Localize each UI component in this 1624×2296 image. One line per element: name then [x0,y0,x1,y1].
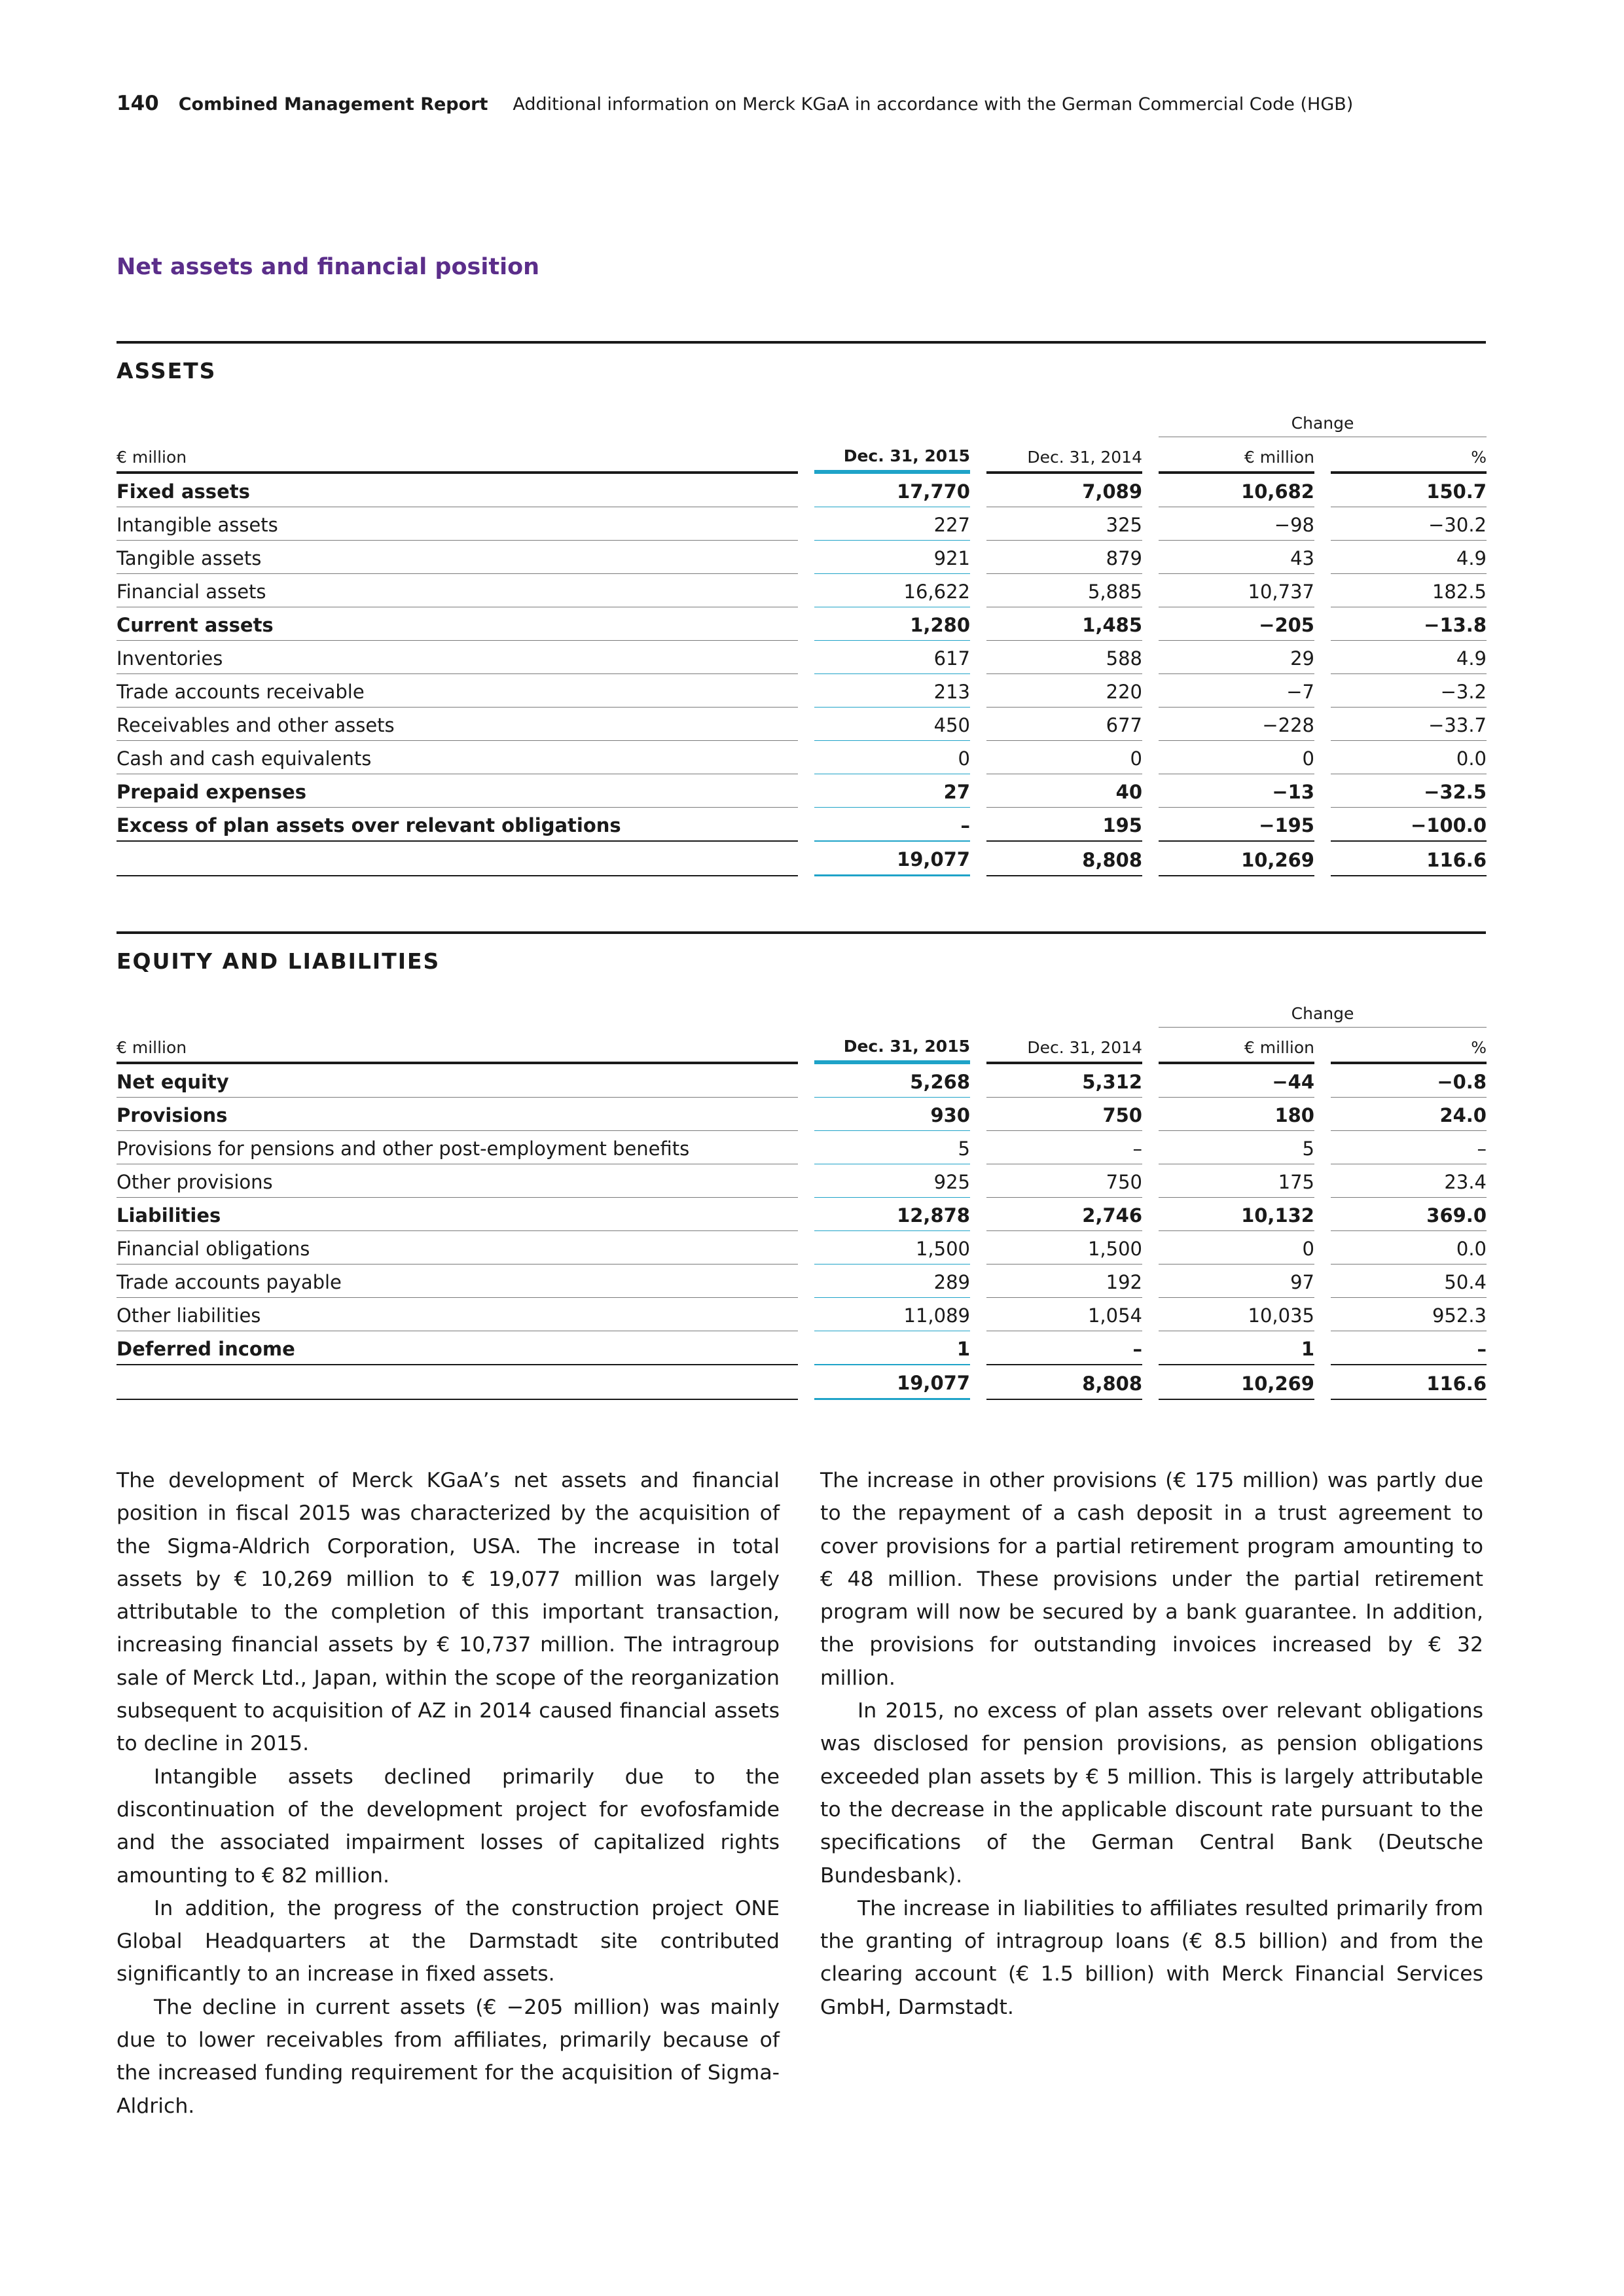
change-abs: −195 [1159,808,1314,842]
change-abs: −205 [1159,607,1314,641]
assets-row [117,574,1487,607]
assets-row [117,541,1487,574]
change-pct: 0.0 [1331,741,1487,774]
change-abs: 0 [1159,1231,1314,1265]
change-abs: 10,682 [1159,474,1314,507]
total-2015: 19,077 [814,842,970,876]
value-2014: 677 [986,708,1142,741]
total-change-pct: 116.6 [1331,842,1487,876]
row-label: Current assets [117,607,798,641]
change-pct: – [1331,1131,1487,1164]
assets-row [117,641,1487,674]
change-pct: −3.2 [1331,674,1487,708]
row-label: Fixed assets [117,474,798,507]
change-pct: −13.8 [1331,607,1487,641]
change-pct: −33.7 [1331,708,1487,741]
assets-row [117,708,1487,741]
assets-title: ASSETS [117,358,217,384]
paragraph: Intangible assets declined primarily due to the discontinuation of the development project for evofosfamide and the associated impairment losses of capitalized rights amounting to € 82 million. [117,1765,780,1888]
change-abs: −7 [1159,674,1314,708]
value-2014: 40 [986,774,1142,808]
value-2015: – [814,808,970,842]
col-change-pct-header: % [1331,1028,1487,1064]
body-text-right-column [820,1464,1483,2024]
value-2015: 0 [814,741,970,774]
change-header: Change [1159,994,1487,1028]
value-2015: 213 [814,674,970,708]
value-2015: 1,280 [814,607,970,641]
value-2014: 1,485 [986,607,1142,641]
row-label: Other provisions [117,1164,798,1198]
report-title: Combined Management Report [178,94,488,115]
assets-table [117,404,1487,876]
unit-header: € million [117,437,798,474]
paragraph: The increase in liabilities to affiliates resulted primarily from the granting of intragroup loans (€ 8.5 billion) and from the clearing account (€ 1.5 billion) with Merck Financial Services GmbH, Darmstadt. [820,1896,1483,2019]
value-2015: 925 [814,1164,970,1198]
col-change-abs-header: € million [1159,437,1314,474]
change-header-row [117,404,1487,437]
value-2015: 5 [814,1131,970,1164]
equity-row [117,1198,1487,1231]
change-abs: 10,035 [1159,1298,1314,1331]
row-label: Provisions [117,1098,798,1131]
total-label [117,842,798,876]
total-2015: 19,077 [814,1365,970,1400]
total-change-abs: 10,269 [1159,842,1314,876]
paragraph: The increase in other provisions (€ 175 million) was partly due to the repayment of a cash deposit in a trust agreement to cover provisions for a partial retirement program amounting to € 48 million. These provisions under the partial retirement program will now be secured by a bank guarantee. In addition, the provisions for outstanding invoices increased by € 32 million. [820,1469,1483,1690]
equity-table-block [117,931,1486,1400]
change-abs: −44 [1159,1064,1314,1098]
value-2014: 750 [986,1098,1142,1131]
row-label: Inventories [117,641,798,674]
change-pct: 4.9 [1331,541,1487,574]
assets-row [117,474,1487,507]
value-2014: 220 [986,674,1142,708]
change-abs: 1 [1159,1331,1314,1365]
change-abs: −98 [1159,507,1314,541]
value-2015: 930 [814,1098,970,1131]
paragraph: In 2015, no excess of plan assets over relevant obligations was disclosed for pension provisions, as pension obligations exceeded plan assets by € 5 million. This is largely attributable to the decrease in the applicable discount rate pursuant to the specifications of the German Central Bank (Deutsche Bundesbank). [820,1699,1483,1888]
equity-row [117,1131,1487,1164]
change-header-row [117,994,1487,1028]
value-2015: 227 [814,507,970,541]
column-header-row [117,437,1487,474]
change-pct: −0.8 [1331,1064,1487,1098]
col-2014-header: Dec. 31, 2014 [986,437,1142,474]
change-pct: −32.5 [1331,774,1487,808]
equity-row [117,1265,1487,1298]
value-2015: 5,268 [814,1064,970,1098]
change-abs: −228 [1159,708,1314,741]
value-2014: – [986,1131,1142,1164]
row-label: Financial obligations [117,1231,798,1265]
change-pct: 50.4 [1331,1265,1487,1298]
value-2015: 17,770 [814,474,970,507]
assets-table-block [117,341,1486,876]
value-2015: 289 [814,1265,970,1298]
row-label: Other liabilities [117,1298,798,1331]
change-pct: −100.0 [1331,808,1487,842]
col-2015-header: Dec. 31, 2015 [814,437,970,474]
change-abs: −13 [1159,774,1314,808]
value-2015: 617 [814,641,970,674]
total-label [117,1365,798,1400]
value-2015: 921 [814,541,970,574]
change-header: Change [1159,404,1487,437]
row-label: Financial assets [117,574,798,607]
col-2015-header: Dec. 31, 2015 [814,1028,970,1064]
header-section: Additional information on Merck KGaA in accordance with the German Commercial Code (HGB) [513,94,1354,115]
change-abs: 10,132 [1159,1198,1314,1231]
change-pct: −30.2 [1331,507,1487,541]
change-pct: 23.4 [1331,1164,1487,1198]
assets-row [117,808,1487,842]
assets-row [117,507,1487,541]
change-pct: 4.9 [1331,641,1487,674]
assets-top-rule [117,341,1486,344]
change-abs: 43 [1159,541,1314,574]
value-2015: 12,878 [814,1198,970,1231]
change-pct: 0.0 [1331,1231,1487,1265]
value-2015: 27 [814,774,970,808]
value-2014: 325 [986,507,1142,541]
total-change-pct: 116.6 [1331,1365,1487,1400]
value-2015: 1 [814,1331,970,1365]
row-label: Receivables and other assets [117,708,798,741]
total-change-abs: 10,269 [1159,1365,1314,1400]
value-2014: 2,746 [986,1198,1142,1231]
row-label: Liabilities [117,1198,798,1231]
assets-row [117,741,1487,774]
value-2015: 450 [814,708,970,741]
equity-row [117,1064,1487,1098]
column-header-row [117,1028,1487,1064]
row-label: Net equity [117,1064,798,1098]
total-2014: 8,808 [986,842,1142,876]
row-label: Provisions for pensions and other post-employment benefits [117,1131,798,1164]
paragraph: In addition, the progress of the construction project ONE Global Headquarters at the Darmstadt site contributed significantly to an increase in fixed assets. [117,1896,780,1986]
value-2014: 1,054 [986,1298,1142,1331]
unit-header: € million [117,1028,798,1064]
equity-top-rule [117,931,1486,934]
value-2014: 192 [986,1265,1142,1298]
col-change-abs-header: € million [1159,1028,1314,1064]
row-label: Trade accounts payable [117,1265,798,1298]
equity-total-row [117,1365,1487,1400]
assets-total-row [117,842,1487,876]
equity-table [117,994,1487,1400]
value-2014: 879 [986,541,1142,574]
change-abs: 180 [1159,1098,1314,1131]
equity-row [117,1298,1487,1331]
assets-row [117,774,1487,808]
change-pct: 952.3 [1331,1298,1487,1331]
total-2014: 8,808 [986,1365,1142,1400]
equity-row [117,1231,1487,1265]
row-label: Prepaid expenses [117,774,798,808]
value-2014: 1,500 [986,1231,1142,1265]
value-2014: – [986,1331,1142,1365]
change-pct: – [1331,1331,1487,1365]
change-abs: 5 [1159,1131,1314,1164]
change-abs: 0 [1159,741,1314,774]
equity-row [117,1331,1487,1365]
change-pct: 369.0 [1331,1198,1487,1231]
change-pct: 150.7 [1331,474,1487,507]
value-2015: 11,089 [814,1298,970,1331]
running-header [117,92,1353,115]
paragraph: The decline in current assets (€ −205 million) was mainly due to lower receivables from affiliates, primarily because of the increased funding requirement for the acquisition of Sigma-Aldrich. [117,1995,780,2118]
change-abs: 10,737 [1159,574,1314,607]
equity-row [117,1164,1487,1198]
change-pct: 182.5 [1331,574,1487,607]
paragraph: The development of Merck KGaA’s net assets and financial position in fiscal 2015 was characterized by the acquisition of the Sigma-Aldrich Corporation, USA. The increase in total assets by € 10,269 million to € 19,077 million was largely attributable to the completion of this important transaction, increasing financial assets by € 10,737 million. The intragroup sale of Merck Ltd., Japan, within the scope of the reorganization subsequent to acquisition of AZ in 2014 caused financial assets to decline in 2015. [117,1469,780,1756]
col-2014-header: Dec. 31, 2014 [986,1028,1142,1064]
row-label: Tangible assets [117,541,798,574]
value-2014: 750 [986,1164,1142,1198]
value-2014: 195 [986,808,1142,842]
value-2014: 0 [986,741,1142,774]
value-2014: 5,312 [986,1064,1142,1098]
change-pct: 24.0 [1331,1098,1487,1131]
value-2014: 588 [986,641,1142,674]
value-2014: 7,089 [986,474,1142,507]
row-label: Deferred income [117,1331,798,1365]
row-label: Cash and cash equivalents [117,741,798,774]
equity-row [117,1098,1487,1131]
value-2014: 5,885 [986,574,1142,607]
body-text-left-column [117,1464,780,2123]
row-label: Trade accounts receivable [117,674,798,708]
assets-row [117,607,1487,641]
equity-title: EQUITY AND LIABILITIES [117,948,441,974]
col-change-pct-header: % [1331,437,1487,474]
row-label: Intangible assets [117,507,798,541]
page-number: 140 [117,92,159,115]
value-2015: 1,500 [814,1231,970,1265]
change-abs: 97 [1159,1265,1314,1298]
change-abs: 29 [1159,641,1314,674]
section-title: Net assets and financial position [117,254,540,280]
assets-row [117,674,1487,708]
value-2015: 16,622 [814,574,970,607]
change-abs: 175 [1159,1164,1314,1198]
row-label: Excess of plan assets over relevant obligations [117,808,798,842]
